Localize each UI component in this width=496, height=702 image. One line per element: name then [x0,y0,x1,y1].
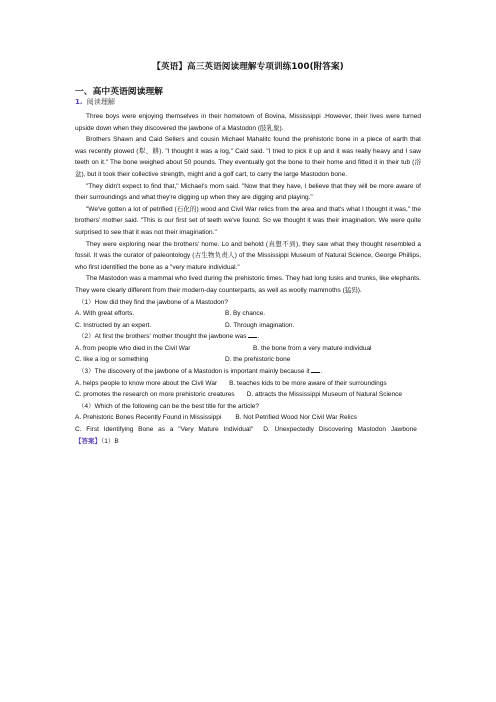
question-label [75,97,115,107]
option-a: A. helps people to know more about the Civil War [75,379,218,387]
option-a: A. With great efforts. [75,310,135,318]
option-b: B. teaches kids to be more aware of their surroundings [229,379,387,387]
question-1-options-row [75,308,421,320]
answer-blank [248,331,257,338]
option-d: D. Through imagination. [225,321,295,329]
paragraph: They were exploring near the brothers' home. Lo and behold (真想不到), they saw what they thought resembled a fossil. It was the curator of paleontology (古生物负责人) of the Mississippi Museum of Natural Science, George Phillips, who first identified the bone as a "very mature individual." [75,240,421,271]
paragraph: "We've gotten a lot of petrified (石化的) wood and Civil War relics from the area and that's what I thought it was," the brothers' mother said. "This is our first set of teeth we've found. So we thought it was their imagination. We were quite surprised to see that it was not their imagination." [75,205,421,236]
reading-passage [75,111,421,447]
option-b: B. By chance. [225,310,266,318]
paragraph: Brothers Shawn and Caid Sellers and cousin Michael Mahalitc found the prehistoric bone in a piece of earth that was recently plowed (犁、耕). "I thought it was a log," Caid said. "I tried to pick it up and it was really heavy and I saw teeth on it." The bone weighed about 50 pounds. They eventually got the bone to their home and fitted it in their tub (浴盆), but it took their collective strength, might and a golf cart, to carry the large Mastodon bone. [75,136,421,178]
option-b: B. the bone from a very mature individual [253,344,372,352]
option-d: D. attracts the Mississippi Museum of Natural Science [246,391,403,399]
option-a: A. from people who died in the Civil War [75,344,191,352]
answer-label: 【答案】 [75,437,101,445]
option-c: C. promotes the research on more prehistoric creatures [75,391,235,399]
page-title: 【英语】高三英语阅读理解专项训练100(附答案) [152,62,344,72]
option-a: A. Prehistoric Bones Recently Found in Mississippi [75,414,222,422]
question-3-options-row [75,389,421,401]
question-1-options-row [75,320,421,332]
paragraph: The Mastodon was a mammal who lived during the prehistoric times. They had long tusks and trunks, like elephants. They were clearly different from their modern-day counterparts, as well as woolly mammoths (猛犸). [75,275,421,294]
option-c: C. like a log or something [75,356,149,364]
option-c: C. First Identifying Bone as a "Very Mature Individual" [75,426,254,434]
section-heading: 一、高中英语阅读理解 [75,87,163,97]
question-4-options-row [75,424,421,436]
question-number: 1. [75,97,83,106]
paragraph: Three boys were enjoying themselves in their hometown of Bovina, Mississippi .However, their lives were turned upside down when they discovered the jawbone of a Mastodon (肢乳象). [75,113,421,132]
question-2-stem: （2）At first the brothers' mother thought the jawbone was . [78,333,260,341]
answer-value: （1）B [101,437,119,445]
paragraph: "They didn't expect to find that," Michael's mom said. "Now that they have, I believe that they will be more aware of their surroundings and what they're digging up when they are digging and playing." [75,182,421,202]
option-b: B. Not Petrified Wood Nor Civil War Relics [235,414,358,422]
question-1-stem: （1）How did they find the jawbone of a Mastodon? [78,298,228,306]
question-4-stem: （4）Which of the following can be the best title for the article? [78,402,260,410]
option-d: D. the prehistoric bone [225,356,291,364]
question-3-stem: （3）The discovery of the jawbone of a Mastodon is important mainly because it . [78,368,323,376]
question-3-options-row [75,378,421,390]
question-type: 阅读理解 [86,97,116,106]
option-c: C. Instructed by an expert. [75,321,152,329]
question-2-options-row [75,354,421,366]
option-d: D. Unexpectedly Discovering Mastodon Jawbone [263,426,417,434]
question-4-options-row [75,412,421,424]
question-2-options-row [75,343,421,355]
answer-line [75,436,421,448]
